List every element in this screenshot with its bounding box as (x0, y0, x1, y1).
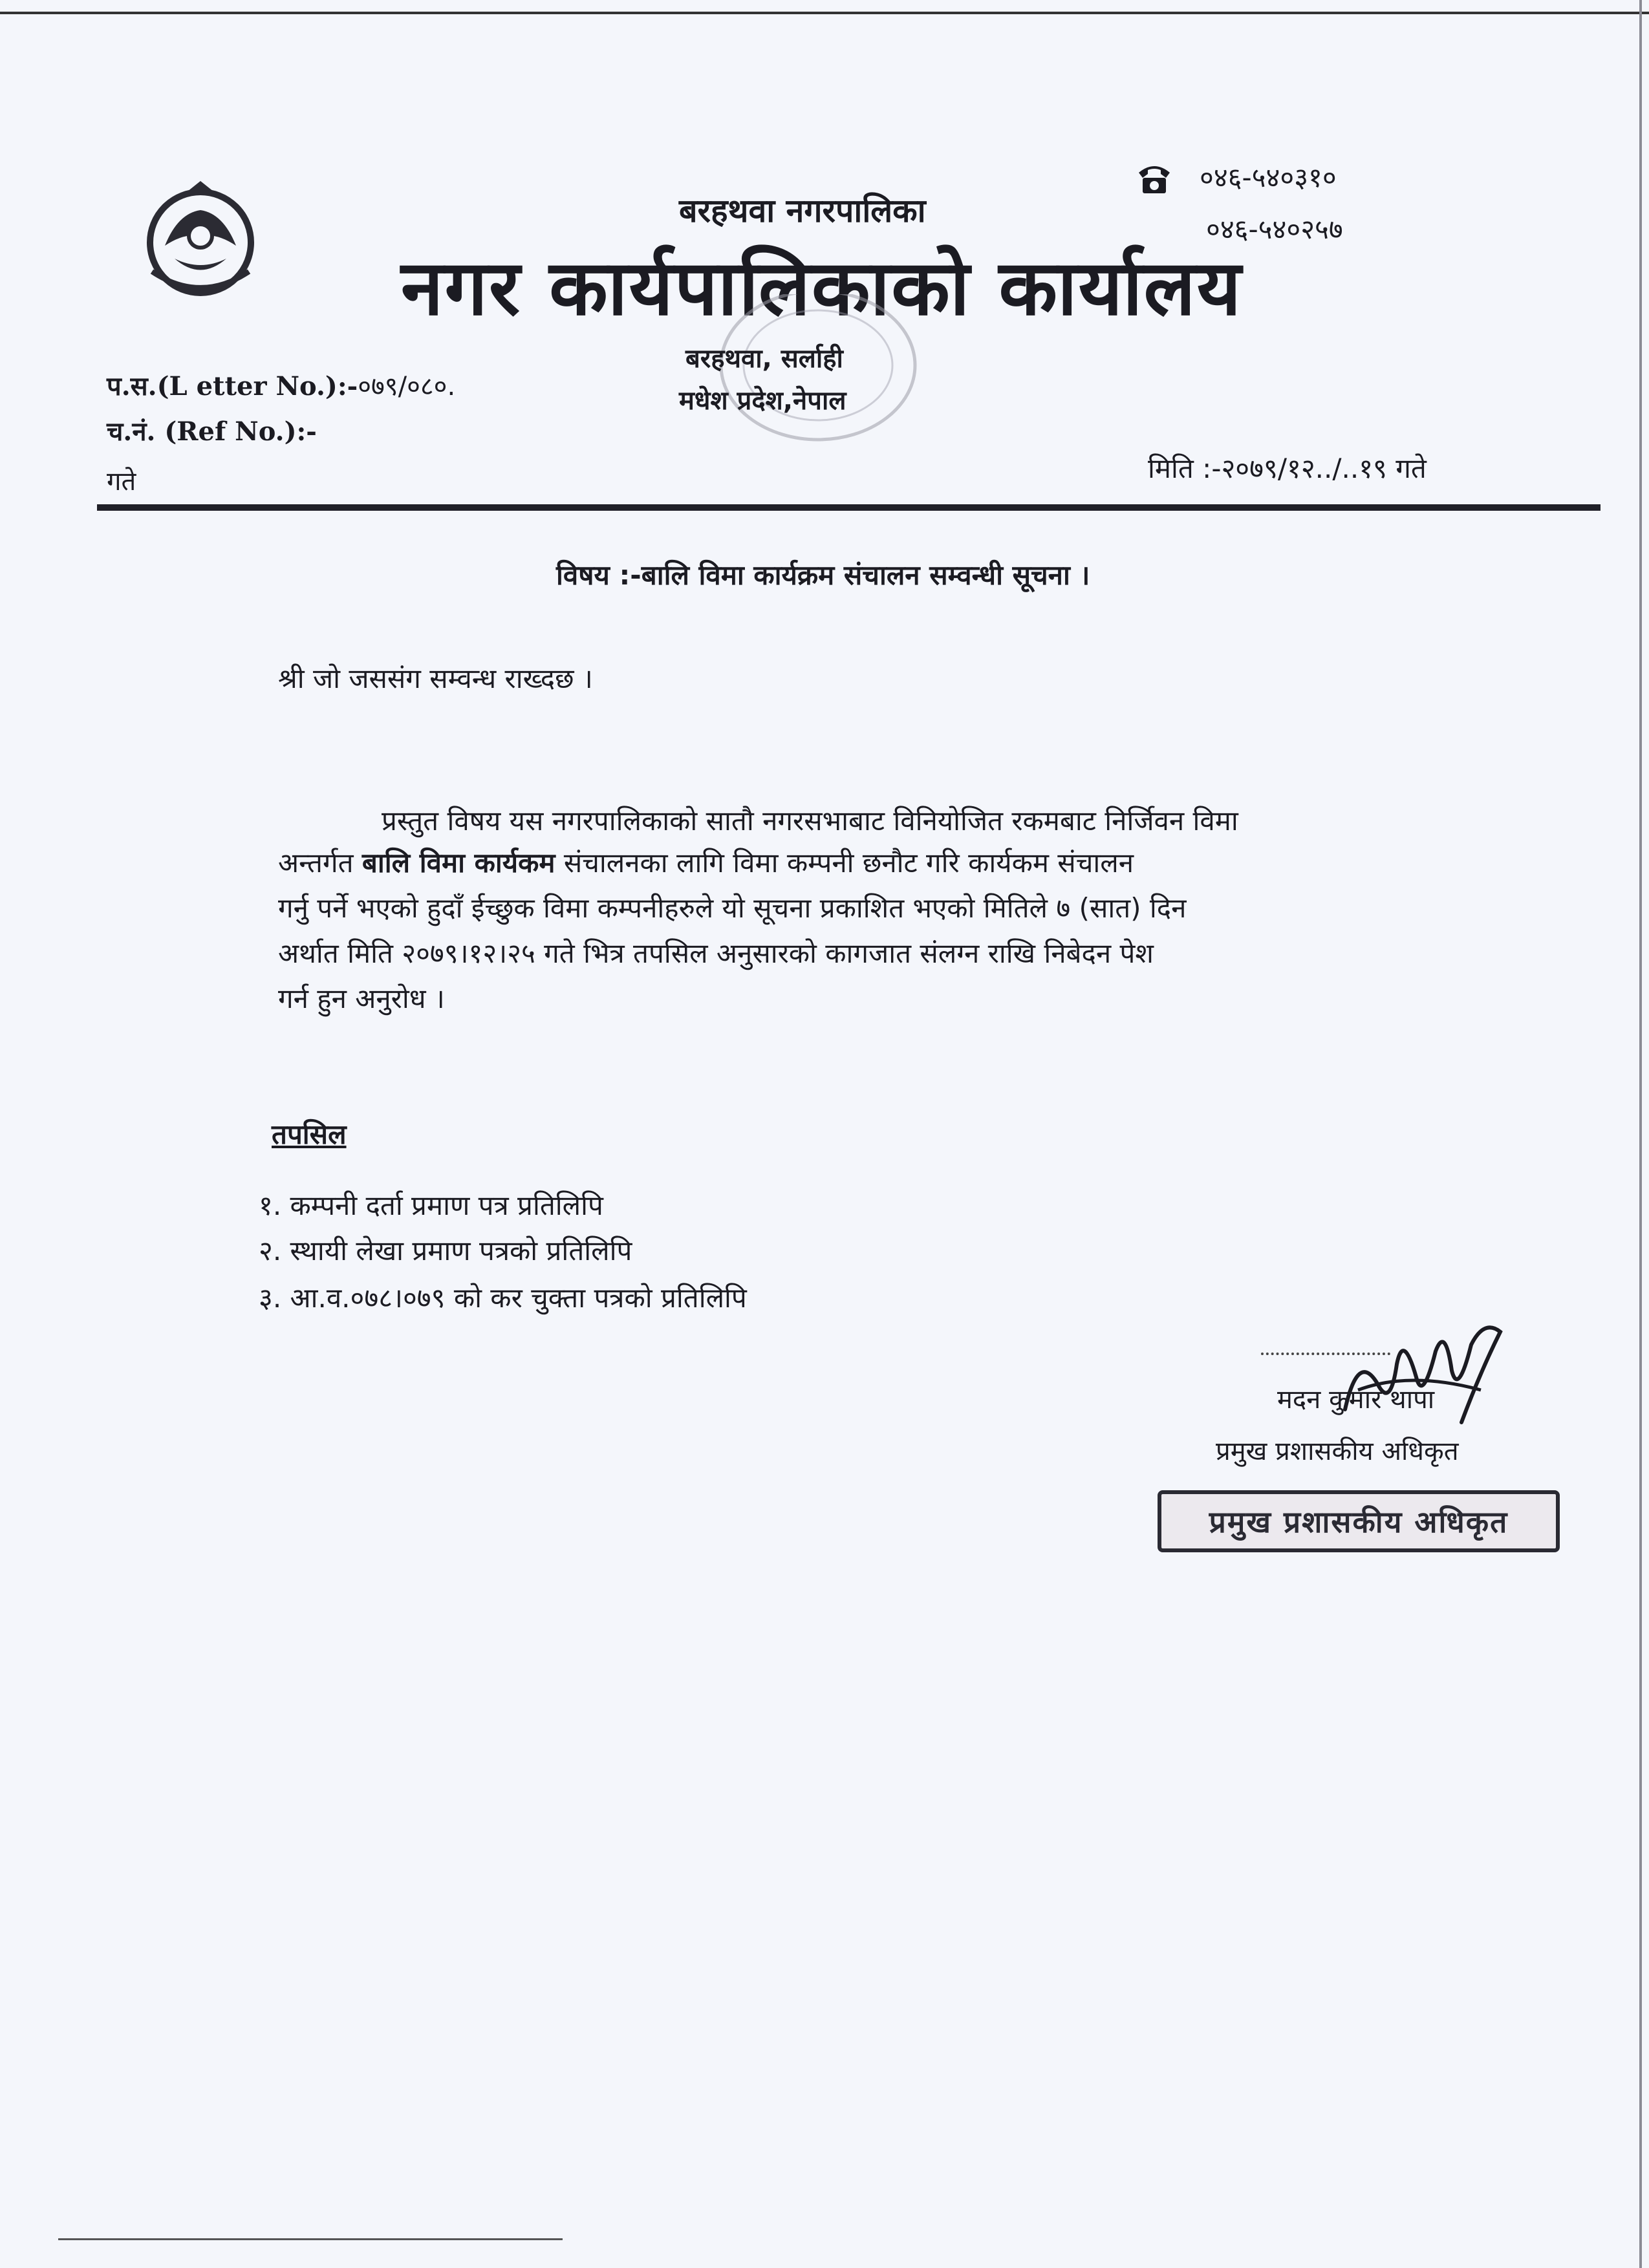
handwritten-signature (1332, 1312, 1513, 1435)
body-line-5: गर्न हुन अनुरोध । (278, 983, 445, 1014)
signatory-title: प्रमुख प्रशासकीय अधिकृत (1216, 1437, 1459, 1466)
scan-edge-top (0, 12, 1649, 14)
body-line-4: अर्थात मिति २०७९।१२।२५ गते भित्र तपसिल अनुसारको कागजात संलग्न राखि निबेदन पेश (278, 937, 1154, 969)
office-province: मधेश प्रदेश,नेपाल (679, 386, 846, 416)
office-title: नगर कार्यपालिकाको कार्यालय (401, 243, 1243, 332)
letter-number (107, 367, 455, 403)
body-line-1: प्रस्तुत विषय यस नगरपालिकाको सातौ नगरसभाबाट विनियोजित रकमबाट निर्जिवन विमा (382, 805, 1238, 837)
round-seal-stamp (689, 294, 928, 462)
nepal-emblem-icon (139, 175, 262, 304)
gate-label: गते (107, 467, 136, 497)
phone-number-1: ०४६-५४०३१० (1200, 162, 1337, 193)
annex-item: २. स्थायी लेखा प्रमाण पत्रको प्रतिलिपि (259, 1235, 632, 1267)
salutation: श्री जो जससंग सम्वन्ध राख्दछ । (278, 663, 593, 694)
body-line-2-pre: अन्तर्गत (278, 847, 362, 879)
annex-item: १. कम्पनी दर्ता प्रमाण पत्र प्रतिलिपि (259, 1190, 603, 1221)
scan-edge-bottom (58, 2238, 563, 2240)
letter-date: मिति :-२०७९/१२../..१९ गते (1148, 453, 1427, 484)
phone-number-2: ०४६-५४०२५७ (1206, 213, 1343, 245)
scan-edge-right (1639, 0, 1642, 2268)
body-line-2-post: संचालनका लागि विमा कम्पनी छनौट गरि कार्यकम संचालन (555, 847, 1134, 879)
header-divider (97, 504, 1600, 511)
annex-heading: तपसिल (272, 1118, 347, 1150)
municipality-name: बरहथवा नगरपालिका (679, 192, 926, 230)
annex-item: ३. आ.व.०७८।०७९ को कर चुक्ता पत्रको प्रतिलिपि (259, 1282, 747, 1314)
signatory-name: मदन कुमार थापा (1277, 1385, 1435, 1415)
letter-number-value: ०७९/०८०. (358, 372, 456, 401)
telephone-icon (1135, 158, 1174, 197)
letter-subject: विषय :-बालि विमा कार्यक्रम संचालन सम्वन्धी सूचना । (556, 559, 1090, 591)
program-name: बालि विमा कार्यकम (361, 847, 555, 879)
body-line-3: गर्नु पर्ने भएको हुदाँ ईच्छुक विमा कम्पनीहरुले यो सूचना प्रकाशित भएको मितिले ७ (सात) दिन (278, 892, 1187, 924)
reference-number (107, 412, 317, 448)
letter-number-label: प.स.(L etter No.):- (107, 371, 358, 401)
designation-stamp: प्रमुख प्रशासकीय अधिकृत (1158, 1490, 1560, 1552)
reference-number-label: च.नं. (Ref No.):- (107, 416, 317, 447)
office-city: बरहथवा, सर्लाही (685, 344, 843, 374)
body-line-2 (278, 844, 1134, 881)
